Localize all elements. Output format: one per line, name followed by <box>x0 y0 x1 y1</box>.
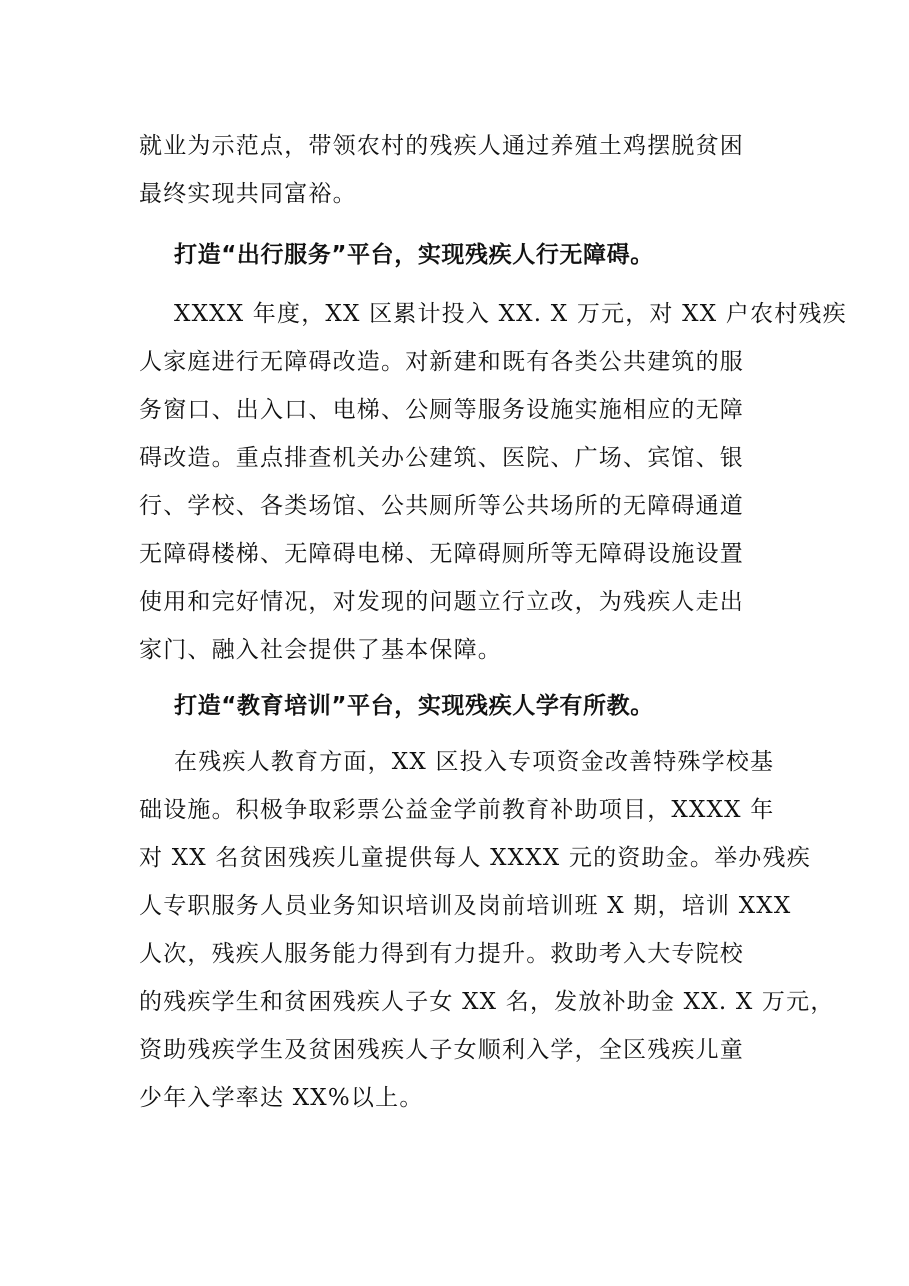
paragraph-2-line-4: 碍改造。重点排查机关办公建筑、医院、广场、宾馆、银 <box>139 445 744 471</box>
paragraph-2-line-2: 人家庭进行无障碍改造。对新建和既有各类公共建筑的服 <box>139 349 744 375</box>
paragraph-2-line-8: 家门、融入社会提供了基本保障。 <box>139 637 502 663</box>
paragraph-3-line-4: 人专职服务人员业务知识培训及岗前培训班 X 期，培训 XXX <box>139 893 792 919</box>
paragraph-3-line-1: 在残疾人教育方面，XX 区投入专项资金改善特殊学校基 <box>174 749 775 775</box>
paragraph-3-line-2: 础设施。积极争取彩票公益金学前教育补助项目，XXXX 年 <box>139 797 775 823</box>
paragraph-3-line-6: 的残疾学生和贫困残疾人子女 XX 名，发放补助金 XX. X 万元， <box>139 989 835 1015</box>
paragraph-3-line-3: 对 XX 名贫困残疾儿童提供每人 XXXX 元的资助金。举办残疾 <box>139 845 811 871</box>
paragraph-3-line-8: 少年入学率达 XX%以上。 <box>139 1085 424 1111</box>
paragraph-2-line-5: 行、学校、各类场馆、公共厕所等公共场所的无障碍通道 <box>139 493 744 519</box>
paragraph-2-line-3: 务窗口、出入口、电梯、公厕等服务设施实施相应的无障 <box>139 397 744 423</box>
paragraph-2-line-7: 使用和完好情况，对发现的问题立行立改，为残疾人走出 <box>139 589 744 615</box>
paragraph-1-line-2: 最终实现共同富裕。 <box>139 181 357 207</box>
paragraph-1-line-1: 就业为示范点，带领农村的残疾人通过养殖土鸡摆脱贫困 <box>139 133 744 159</box>
section-heading-education-training: 打造“教育培训”平台，实现残疾人学有所教。 <box>174 693 654 719</box>
section-heading-travel-service: 打造“出行服务”平台，实现残疾人行无障碍。 <box>174 242 654 268</box>
paragraph-3-line-5: 人次，残疾人服务能力得到有力提升。救助考入大专院校 <box>139 941 744 967</box>
paragraph-2-line-6: 无障碍楼梯、无障碍电梯、无障碍厕所等无障碍设施设置 <box>139 541 744 567</box>
paragraph-3-line-7: 资助残疾学生及贫困残疾人子女顺利入学，全区残疾儿童 <box>139 1037 744 1063</box>
paragraph-2-line-1: XXXX 年度，XX 区累计投入 XX. X 万元，对 XX 户农村残疾 <box>174 301 847 327</box>
